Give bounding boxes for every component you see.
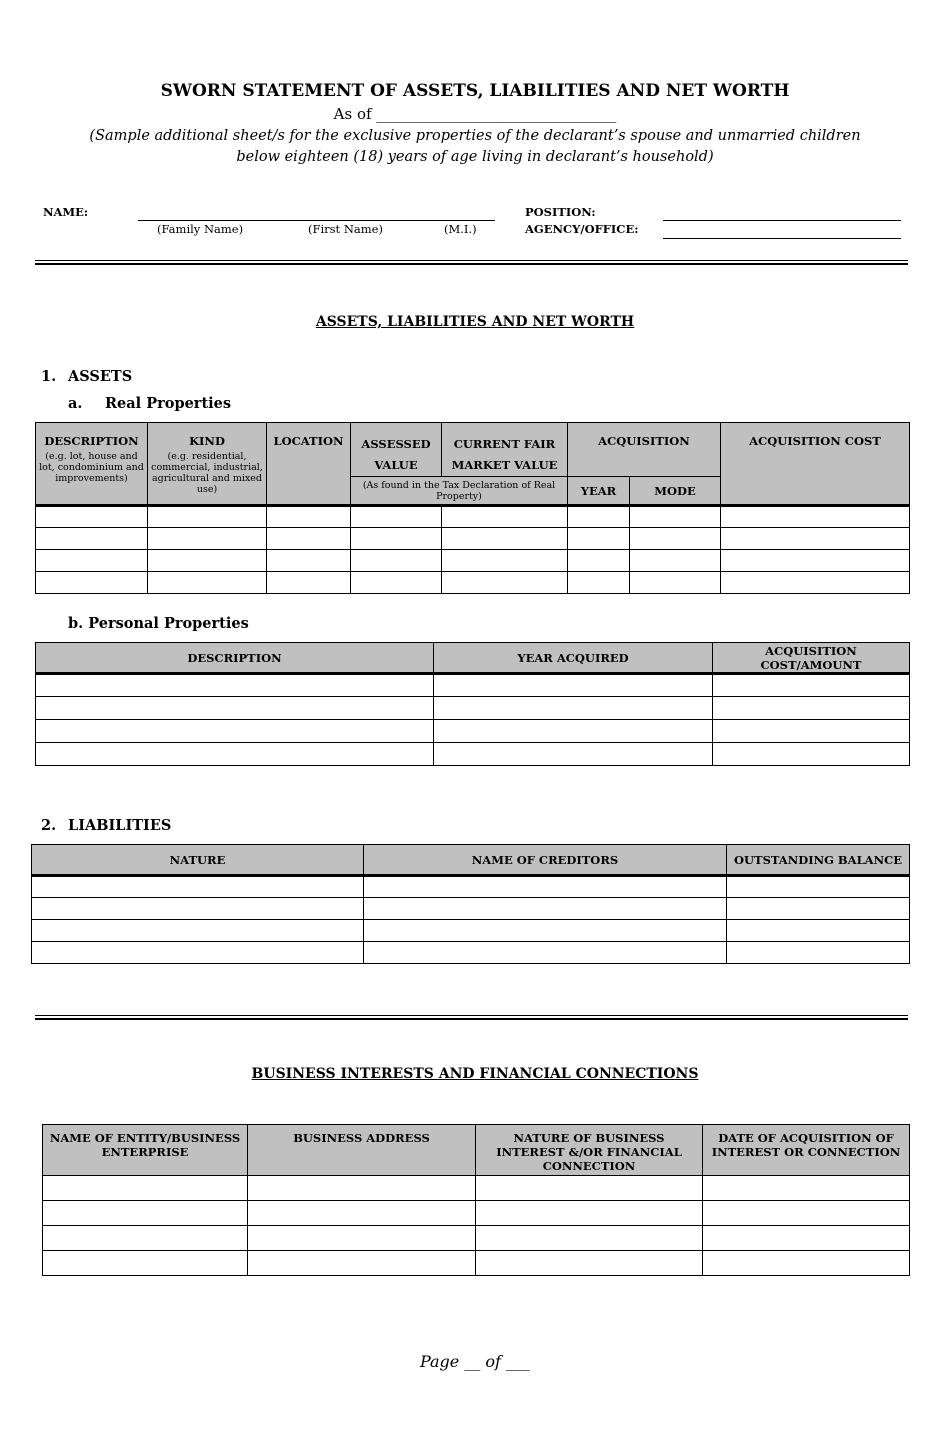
agency-label: AGENCY/OFFICE: bbox=[525, 222, 639, 236]
col-date-of-acquisition: DATE OF ACQUISITION OF INTEREST OR CONNECTION bbox=[703, 1125, 910, 1176]
col-business-address: BUSINESS ADDRESS bbox=[248, 1125, 476, 1176]
table-row bbox=[36, 528, 910, 550]
table-row bbox=[43, 1226, 910, 1251]
tax-declaration-note: (As found in the Tax Declaration of Real Property) bbox=[351, 477, 568, 506]
col-acquisition-cost-amount: ACQUISITION COST/AMOUNT bbox=[713, 643, 910, 674]
page-number: Page __ of ___ bbox=[419, 1352, 531, 1371]
col-nature-of-business: NATURE OF BUSINESS INTEREST &/OR FINANCIAL CONNECTION bbox=[476, 1125, 703, 1176]
liabilities-table bbox=[31, 844, 910, 964]
business-interests-table bbox=[42, 1124, 910, 1276]
real-properties-label: Real Properties bbox=[105, 395, 232, 412]
divider bbox=[35, 1015, 908, 1020]
table-row bbox=[32, 876, 910, 898]
table-row bbox=[43, 1251, 910, 1276]
form-title: SWORN STATEMENT OF ASSETS, LIABILITIES AND NET WORTH bbox=[160, 81, 790, 101]
divider bbox=[35, 260, 908, 265]
col-name-of-creditors: NAME OF CREDITORS bbox=[364, 845, 727, 876]
subtitle-line-2: below eighteen (18) years of age living in declarant’s household) bbox=[236, 149, 714, 165]
as-of-field[interactable]: As of ________________________________ bbox=[333, 105, 617, 123]
table-row bbox=[43, 1176, 910, 1201]
col-current-fair-market-value: CURRENT FAIR MARKET VALUE bbox=[442, 423, 568, 477]
family-name-caption: (Family Name) bbox=[157, 222, 244, 236]
personal-properties-label: b. Personal Properties bbox=[68, 615, 249, 632]
first-name-caption: (First Name) bbox=[308, 222, 383, 236]
table-row bbox=[43, 1201, 910, 1226]
name-label: NAME: bbox=[43, 205, 89, 219]
col-entity-name: NAME OF ENTITY/BUSINESS ENTERPRISE bbox=[43, 1125, 248, 1176]
real-properties-table bbox=[35, 422, 910, 594]
agency-input-line[interactable] bbox=[663, 238, 901, 239]
col-year: YEAR bbox=[568, 477, 630, 506]
col-outstanding-balance: OUTSTANDING BALANCE bbox=[727, 845, 910, 876]
mi-caption: (M.I.) bbox=[444, 222, 477, 236]
table-row bbox=[36, 720, 910, 743]
section-heading-alnw: ASSETS, LIABILITIES AND NET WORTH bbox=[315, 314, 635, 330]
table-row bbox=[36, 743, 910, 766]
col-description: DESCRIPTION (e.g. lot, house and lot, condominium and improvements) bbox=[36, 423, 148, 506]
personal-properties-table bbox=[35, 642, 910, 766]
col-acquisition: ACQUISITION bbox=[568, 423, 721, 477]
col-location: LOCATION bbox=[267, 423, 351, 506]
table-row bbox=[32, 920, 910, 942]
col-kind: KIND (e.g. residential, commercial, industrial, agricultural and mixed use) bbox=[148, 423, 267, 506]
assets-heading: ASSETS bbox=[68, 368, 133, 385]
col-year-acquired: YEAR ACQUIRED bbox=[434, 643, 713, 674]
liabilities-number: 2. bbox=[41, 817, 57, 834]
col-acquisition-cost: ACQUISITION COST bbox=[721, 423, 910, 506]
name-input-line[interactable] bbox=[138, 220, 495, 221]
section-heading-business: BUSINESS INTERESTS AND FINANCIAL CONNECTIONS bbox=[251, 1066, 699, 1082]
col-assessed-value: ASSESSED VALUE bbox=[351, 423, 442, 477]
position-input-line[interactable] bbox=[663, 220, 901, 221]
assets-number: 1. bbox=[41, 368, 57, 385]
form-subtitle bbox=[60, 126, 890, 168]
liabilities-heading: LIABILITIES bbox=[68, 817, 172, 834]
subtitle-line-1: (Sample additional sheet/s for the exclusive properties of the declarant’s spouse and unmarried children bbox=[89, 128, 861, 144]
description-note: (e.g. lot, house and lot, condominium and improvements) bbox=[39, 451, 144, 484]
table-row bbox=[32, 898, 910, 920]
position-label: POSITION: bbox=[525, 205, 596, 219]
table-row bbox=[36, 674, 910, 697]
col-description: DESCRIPTION bbox=[36, 643, 434, 674]
table-row bbox=[36, 697, 910, 720]
col-nature: NATURE bbox=[32, 845, 364, 876]
table-row bbox=[32, 942, 910, 964]
table-row bbox=[36, 550, 910, 572]
table-row bbox=[36, 572, 910, 594]
table-row bbox=[36, 506, 910, 528]
kind-note: (e.g. residential, commercial, industrial, agricultural and mixed use) bbox=[151, 451, 263, 495]
col-mode: MODE bbox=[630, 477, 721, 506]
real-properties-letter: a. bbox=[68, 395, 83, 412]
